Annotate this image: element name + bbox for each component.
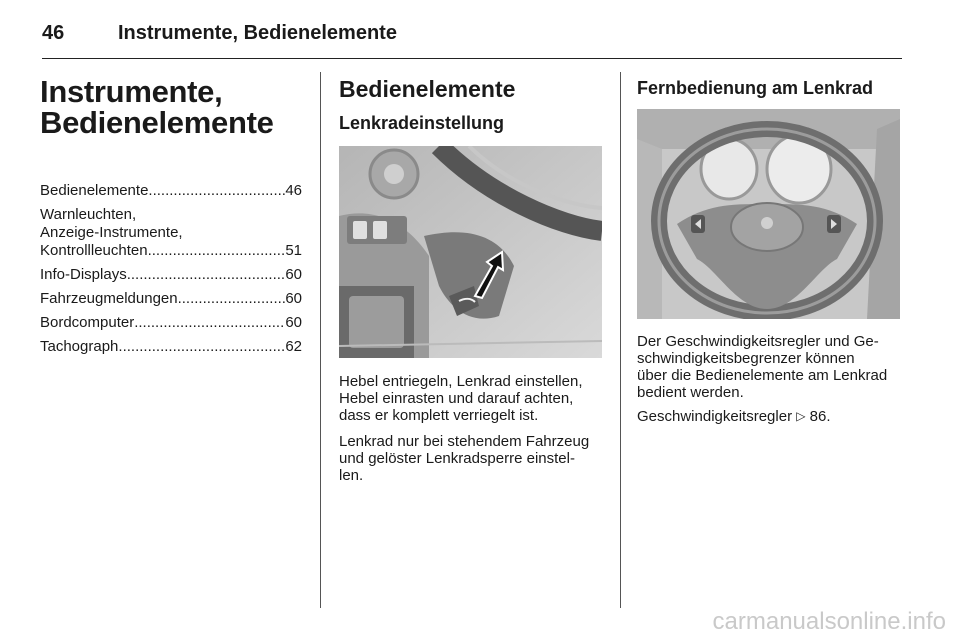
text-line: bedient werden.	[637, 384, 744, 401]
steering-adjust-column	[339, 76, 605, 134]
page-header	[42, 18, 902, 59]
xref-page: 86.	[809, 408, 831, 425]
text-line: dass er komplett verriegelt ist.	[339, 407, 539, 424]
chapter-column	[40, 76, 302, 362]
toc-label-line: Warnleuchten,	[40, 206, 137, 223]
toc-label: Fahrzeugmeldungen	[40, 290, 178, 307]
page-number: 46	[42, 22, 65, 44]
steering-wheel-photo	[637, 109, 900, 319]
section-title: Bedienelemente	[339, 76, 516, 102]
toc-entry[interactable]	[40, 206, 302, 260]
toc-page: 51	[285, 242, 302, 259]
text-line: len.	[339, 467, 364, 484]
xref-label: Geschwindigkeitsregler	[637, 408, 793, 425]
toc-label: Kontrollleuchten	[40, 242, 148, 259]
chapter-title-line2: Bedienelemente	[40, 105, 274, 140]
toc-page: 60	[285, 290, 302, 307]
xref-arrow-icon: ▷	[796, 409, 806, 423]
text-line: Lenkrad nur bei stehendem Fahrzeug	[339, 433, 590, 450]
text-line: Hebel einrasten und darauf achten,	[339, 390, 574, 407]
column-divider-2	[620, 72, 621, 608]
steering-adjust-paragraph-2	[339, 433, 607, 484]
text-line: und gelöster Lenkradsperre einstel-	[339, 450, 575, 467]
chapter-title	[40, 76, 302, 138]
toc-page: 60	[285, 266, 302, 283]
toc-entry[interactable]	[40, 290, 302, 308]
running-title: Instrumente, Bedienelemente	[118, 22, 397, 44]
subsection-title-remote-control: Fernbedienung am Lenkrad	[637, 78, 874, 98]
remote-control-column	[637, 76, 905, 100]
cross-reference[interactable]	[637, 408, 905, 426]
text-line: Hebel entriegeln, Lenkrad einstellen,	[339, 373, 583, 390]
steering-lever-photo	[339, 146, 602, 358]
table-of-contents	[40, 182, 302, 356]
toc-page: 62	[285, 338, 302, 355]
chapter-title-line1: Instrumente,	[40, 74, 223, 109]
steering-adjust-paragraph-1	[339, 373, 607, 424]
toc-entry[interactable]	[40, 266, 302, 284]
toc-page: 46	[285, 182, 302, 199]
toc-entry[interactable]	[40, 338, 302, 356]
toc-label-line: Anzeige-Instrumente,	[40, 224, 183, 241]
watermark: carmanualsonline.info	[712, 608, 946, 635]
subsection-title-steering-adjust: Lenkradeinstellung	[339, 113, 505, 133]
toc-label: Bordcomputer	[40, 314, 135, 331]
toc-label: Bedienelemente	[40, 182, 149, 199]
text-line: über die Bedienelemente am Lenkrad	[637, 367, 888, 384]
toc-entry[interactable]	[40, 314, 302, 332]
text-line: Der Geschwindigkeitsregler und Ge-	[637, 333, 879, 350]
remote-control-paragraph-1	[637, 333, 905, 401]
text-line: schwindigkeitsbegrenzer können	[637, 350, 855, 367]
toc-entry[interactable]	[40, 182, 302, 200]
toc-label: Info-Displays	[40, 266, 127, 283]
toc-label: Tachograph	[40, 338, 119, 355]
toc-page: 60	[285, 314, 302, 331]
column-divider-1	[320, 72, 321, 608]
